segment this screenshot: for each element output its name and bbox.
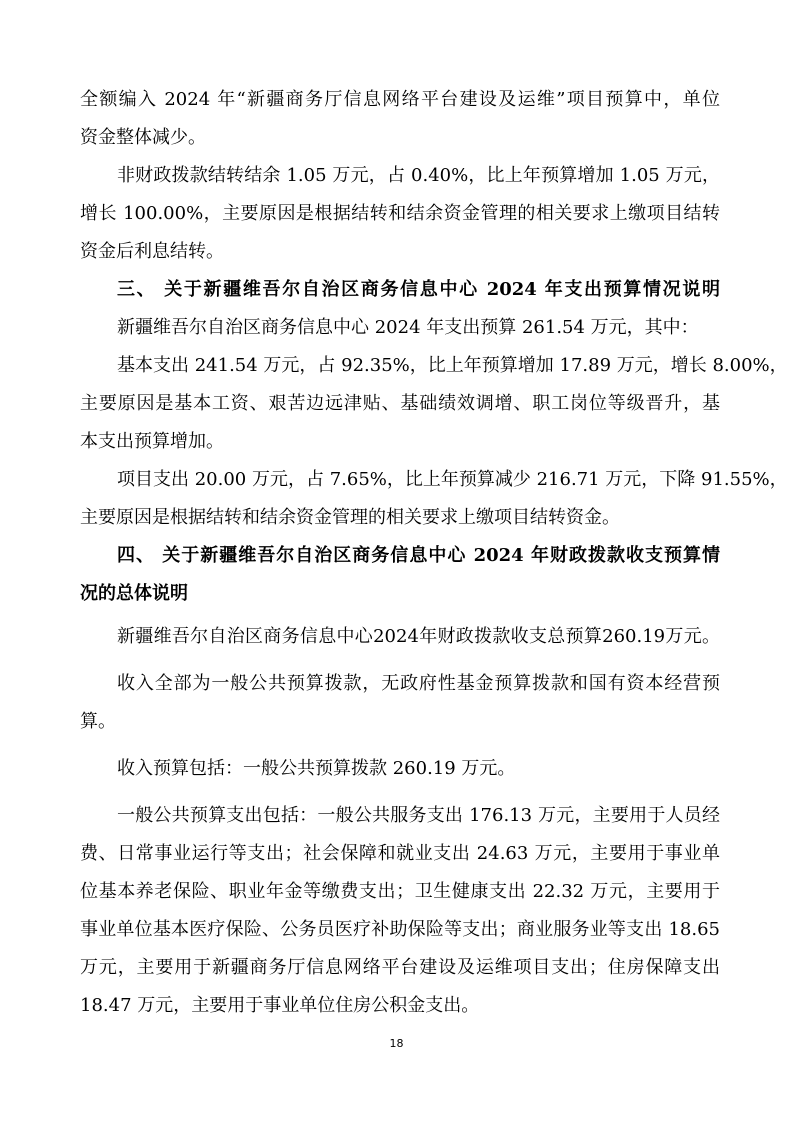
body-text-line: 18.47 万元，主要用于事业单位住房公积金支出。: [80, 995, 480, 1016]
body-text-line: 位基本养老保险、职业年金等缴费支出；卫生健康支出 22.32 万元，主要用于: [80, 881, 720, 902]
body-text-line: 一般公共预算支出包括：一般公共服务支出 176.13 万元，主要用于人员经: [117, 805, 720, 826]
body-text-line: 全额编入 2024 年“新疆商务厅信息网络平台建设及运维”项目预算中，单位: [80, 89, 720, 110]
body-text-line: 费、日常事业运行等支出；社会保障和就业支出 24.63 万元，主要用于事业单: [80, 843, 720, 864]
body-text-line: 万元，主要用于新疆商务厅信息网络平台建设及运维项目支出；住房保障支出: [80, 957, 720, 978]
body-text-line: 本支出预算增加。: [80, 431, 224, 452]
page-number: 18: [389, 1037, 404, 1050]
body-text-line: 主要原因是基本工资、艰苦边远津贴、基础绩效调增、职工岗位等级晋升，基: [80, 393, 720, 414]
body-text-line: 新疆维吾尔自治区商务信息中心 2024 年支出预算 261.54 万元，其中：: [117, 317, 699, 338]
body-text-line: 新疆维吾尔自治区商务信息中心2024年财政拨款收支总预算260.19万元。: [117, 626, 720, 647]
body-text-line: 算。: [80, 711, 116, 732]
body-text-line: 资金整体减少。: [80, 127, 206, 148]
body-text-line: 主要原因是根据结转和结余资金管理的相关要求上缴项目结转资金。: [80, 507, 620, 528]
body-text-line: 资金后利息结转。: [80, 241, 224, 262]
body-text-line: 基本支出 241.54 万元，占 92.35%，比上年预算增加 17.89 万元，增长 8.00%，: [117, 355, 788, 376]
body-text-line: 增长 100.00%，主要原因是根据结转和结余资金管理的相关要求上缴项目结转: [80, 203, 720, 224]
body-text-line: 收入全部为一般公共预算拨款，无政府性基金预算拨款和国有资本经营预: [117, 673, 720, 694]
body-text-line: 项目支出 20.00 万元，占 7.65%，比上年预算减少 216.71 万元，下降 91.55%，: [117, 469, 788, 490]
section-heading: 三、 关于新疆维吾尔自治区商务信息中心 2024 年支出预算情况说明: [117, 279, 720, 300]
body-text-line: 非财政拨款结转结余 1.05 万元，占 0.40%，比上年预算增加 1.05 万元，: [117, 165, 720, 186]
section-heading: 四、 关于新疆维吾尔自治区商务信息中心 2024 年财政拨款收支预算情: [117, 545, 720, 566]
section-heading-continued: 况的总体说明: [80, 583, 188, 604]
body-text-line: 收入预算包括：一般公共预算拨款 260.19 万元。: [117, 758, 516, 779]
body-text-line: 事业单位基本医疗保险、公务员医疗补助保险等支出；商业服务业等支出 18.65: [80, 919, 720, 940]
